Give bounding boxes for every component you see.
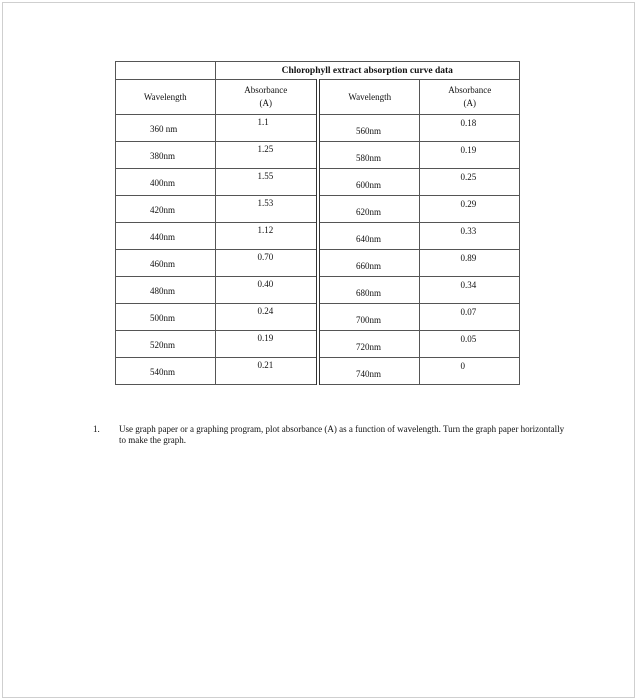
absorbance-value: 0.70 bbox=[257, 252, 274, 262]
absorbance-value: 0.19 bbox=[257, 333, 274, 343]
wavelength-cell bbox=[318, 358, 420, 385]
absorbance-cell bbox=[420, 304, 520, 331]
instruction-number: 1. bbox=[93, 424, 100, 434]
table-row bbox=[116, 358, 520, 385]
header-absorbance-left bbox=[215, 80, 318, 115]
wavelength-cell bbox=[318, 331, 420, 358]
header-absorbance-right-label: Absorbance bbox=[448, 85, 492, 95]
absorbance-cell bbox=[215, 196, 318, 223]
wavelength-cell bbox=[318, 142, 420, 169]
wavelength-cell bbox=[318, 115, 420, 142]
table-row bbox=[116, 169, 520, 196]
absorbance-cell bbox=[420, 277, 520, 304]
table-row bbox=[116, 196, 520, 223]
table-row bbox=[116, 223, 520, 250]
absorbance-value: 0.07 bbox=[460, 307, 477, 317]
absorbance-cell bbox=[215, 115, 318, 142]
header-wavelength-left: Wavelength bbox=[116, 80, 216, 115]
wavelength-value: 720nm bbox=[355, 342, 381, 352]
header-absorbance-left-unit: (A) bbox=[259, 98, 272, 108]
wavelength-cell bbox=[318, 223, 420, 250]
header-wavelength-right: Wavelength bbox=[318, 80, 420, 115]
absorbance-cell bbox=[215, 277, 318, 304]
instruction-text: Use graph paper or a graphing program, plot absorbance (A) as a function of wavelength. Turn the graph paper horizontally to make the graph. bbox=[119, 424, 565, 445]
wavelength-value: 640nm bbox=[355, 234, 381, 244]
absorbance-value: 0.40 bbox=[257, 279, 274, 289]
absorbance-cell bbox=[420, 223, 520, 250]
wavelength-value: 540nm bbox=[150, 367, 176, 377]
absorbance-value: 0.25 bbox=[460, 172, 477, 182]
wavelength-cell bbox=[116, 196, 216, 223]
wavelength-cell bbox=[116, 250, 216, 277]
absorbance-cell bbox=[420, 169, 520, 196]
absorbance-value: 0.21 bbox=[257, 360, 274, 370]
absorbance-value: 1.25 bbox=[257, 144, 274, 154]
document-page bbox=[2, 2, 635, 698]
absorbance-value: 0.18 bbox=[460, 118, 477, 128]
wavelength-value: 400nm bbox=[150, 178, 176, 188]
absorbance-cell bbox=[215, 223, 318, 250]
wavelength-cell bbox=[318, 304, 420, 331]
absorbance-cell bbox=[420, 331, 520, 358]
absorbance-cell bbox=[420, 196, 520, 223]
wavelength-cell bbox=[318, 250, 420, 277]
absorbance-value: 1.12 bbox=[257, 225, 274, 235]
absorbance-value: 1.55 bbox=[257, 171, 274, 181]
table-row bbox=[116, 304, 520, 331]
wavelength-value: 580nm bbox=[355, 153, 381, 163]
wavelength-cell bbox=[116, 223, 216, 250]
absorbance-value: 0.24 bbox=[257, 306, 274, 316]
absorbance-value: 0.34 bbox=[460, 280, 477, 290]
wavelength-cell bbox=[318, 277, 420, 304]
table-title-row bbox=[116, 62, 520, 80]
wavelength-value: 500nm bbox=[150, 313, 176, 323]
absorption-data-table bbox=[115, 61, 520, 385]
wavelength-cell bbox=[116, 304, 216, 331]
wavelength-value: 660nm bbox=[355, 261, 381, 271]
absorbance-value: 1.53 bbox=[257, 198, 274, 208]
wavelength-value: 360 nm bbox=[150, 124, 178, 134]
absorbance-value: 0.05 bbox=[460, 334, 477, 344]
absorbance-cell bbox=[420, 358, 520, 385]
wavelength-value: 620nm bbox=[355, 207, 381, 217]
wavelength-value: 460nm bbox=[150, 259, 176, 269]
absorbance-cell bbox=[420, 250, 520, 277]
table-row bbox=[116, 115, 520, 142]
absorbance-value: 0.89 bbox=[460, 253, 477, 263]
wavelength-value: 480nm bbox=[150, 286, 176, 296]
table-title: Chlorophyll extract absorption curve data bbox=[215, 62, 519, 80]
absorbance-cell bbox=[215, 142, 318, 169]
absorbance-cell bbox=[420, 115, 520, 142]
wavelength-cell bbox=[116, 169, 216, 196]
table-row bbox=[116, 331, 520, 358]
wavelength-cell bbox=[116, 358, 216, 385]
wavelength-cell bbox=[318, 169, 420, 196]
absorbance-value: 1.1 bbox=[257, 117, 269, 127]
header-absorbance-left-label: Absorbance bbox=[244, 85, 288, 95]
wavelength-value: 700nm bbox=[355, 315, 381, 325]
wavelength-cell bbox=[116, 331, 216, 358]
header-absorbance-right bbox=[420, 80, 520, 115]
wavelength-cell bbox=[318, 196, 420, 223]
absorbance-cell bbox=[215, 331, 318, 358]
header-absorbance-right-unit: (A) bbox=[463, 98, 476, 108]
wavelength-value: 380nm bbox=[150, 151, 176, 161]
wavelength-cell bbox=[116, 142, 216, 169]
table-row bbox=[116, 277, 520, 304]
wavelength-value: 740nm bbox=[355, 369, 381, 379]
wavelength-value: 560nm bbox=[355, 126, 381, 136]
absorbance-cell bbox=[215, 358, 318, 385]
table-row bbox=[116, 250, 520, 277]
absorbance-value: 0.29 bbox=[460, 199, 477, 209]
wavelength-cell bbox=[116, 115, 216, 142]
title-spacer-cell bbox=[116, 62, 216, 80]
wavelength-value: 520nm bbox=[150, 340, 176, 350]
absorbance-cell bbox=[420, 142, 520, 169]
table-row bbox=[116, 142, 520, 169]
absorbance-value: 0.33 bbox=[460, 226, 477, 236]
absorbance-value: 0.19 bbox=[460, 145, 477, 155]
wavelength-value: 680nm bbox=[355, 288, 381, 298]
table-header-row bbox=[116, 80, 520, 115]
wavelength-value: 440nm bbox=[150, 232, 176, 242]
absorbance-cell bbox=[215, 304, 318, 331]
absorbance-value: 0 bbox=[460, 361, 465, 371]
wavelength-cell bbox=[116, 277, 216, 304]
absorbance-cell bbox=[215, 169, 318, 196]
absorbance-cell bbox=[215, 250, 318, 277]
wavelength-value: 600nm bbox=[355, 180, 381, 190]
wavelength-value: 420nm bbox=[150, 205, 176, 215]
